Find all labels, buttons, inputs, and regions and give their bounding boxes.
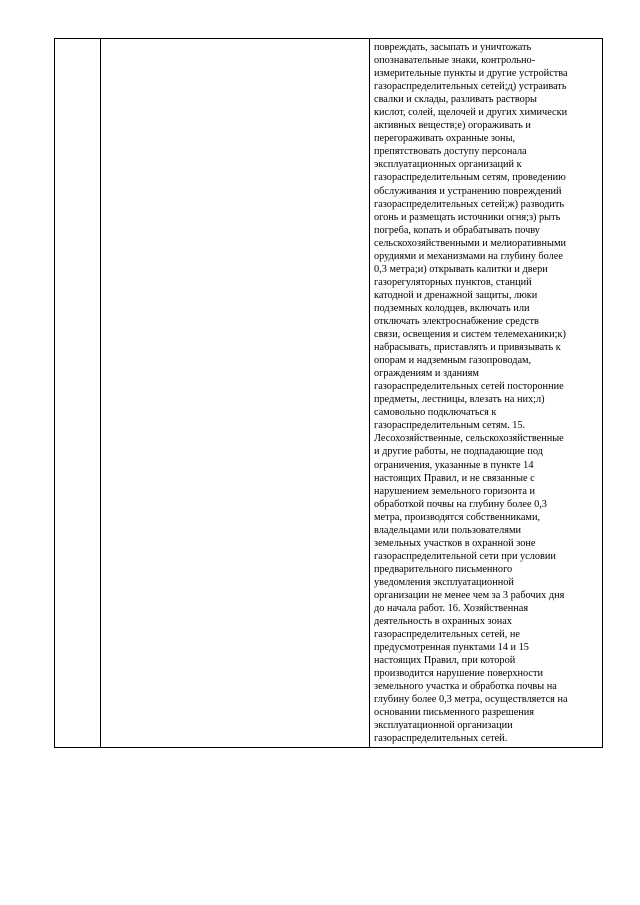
text-line: газораспределительных сетей, не	[374, 629, 520, 641]
text-line: обслуживания и устранению повреждений	[374, 185, 562, 197]
text-line: предметы, лестницы, влезать на них;л)	[374, 394, 545, 406]
text-line: погреба, копать и обрабатывать почву	[374, 224, 540, 236]
text-line: орудиями и механизмами на глубину более	[374, 250, 563, 262]
text-line: подземных колодцев, включать или	[374, 302, 530, 314]
text-line: эксплуатационных организаций к	[374, 159, 522, 171]
text-line: газораспределительных сетей посторонние	[374, 381, 564, 393]
text-line: газорегуляторных пунктов, станций	[374, 276, 532, 288]
text-line: газораспределительным сетям, проведению	[374, 172, 566, 184]
text-line: ограждениям и зданиям	[374, 368, 479, 380]
text-line: деятельность в охранных зонах	[374, 616, 512, 628]
text-line: газораспределительных сетей;ж) разводить	[374, 198, 565, 210]
text-line: сельскохозяйственными и мелиоративными	[374, 237, 566, 249]
text-line: отключать электроснабжение средств	[374, 315, 539, 327]
text-line: производится нарушение поверхности	[374, 668, 544, 680]
text-line: газораспределительных сетей.	[374, 733, 508, 745]
text-line: самовольно подключаться к	[374, 407, 497, 419]
text-line: повреждать, засыпать и уничтожать	[374, 42, 532, 53]
text-line: эксплуатационной организации	[374, 720, 513, 732]
text-line: земельных участков в охранной зоне	[374, 537, 536, 549]
text-line: настоящих Правил, и не связанные с	[374, 472, 535, 484]
text-line: уведомления эксплуатационной	[374, 576, 514, 588]
text-line: предусмотренная пунктами 14 и 15	[374, 642, 529, 654]
document-table	[54, 38, 603, 748]
text-line: кислот, солей, щелочей и других химически	[374, 107, 568, 119]
table-cell-content	[370, 39, 603, 748]
text-line: измерительные пункты и другие устройства	[374, 68, 568, 80]
text-line: обработкой почвы на глубину более 0,3	[374, 498, 547, 510]
text-line: свалки и склады, разливать растворы	[374, 94, 537, 106]
text-line: связи, освещения и систем телемеханики;к)	[374, 329, 566, 341]
text-line: Лесохозяйственные, сельскохозяйственные	[374, 433, 564, 445]
text-line: газораспределительной сети при условии	[374, 550, 556, 562]
text-line: основании письменного разрешения	[374, 707, 535, 719]
text-line: и другие работы, не подпадающие под	[374, 446, 543, 458]
text-line: настоящих Правил, при которой	[374, 655, 516, 667]
text-line: глубину более 0,3 метра, осуществляется на	[374, 694, 568, 706]
text-line: организации не менее чем за 3 рабочих дня	[374, 589, 565, 601]
text-line: набрасывать, приставлять и привязывать к	[374, 342, 561, 354]
text-line: 0,3 метра;и) открывать калитки и двери	[374, 263, 548, 275]
text-line: газораспределительных сетей;д) устраивать	[374, 81, 567, 93]
text-line: катодной и дренажной защиты, люки	[374, 289, 538, 301]
text-line: активных веществ;е) огораживать и	[374, 120, 531, 132]
table-cell-number	[55, 39, 101, 748]
cell-text	[370, 39, 602, 747]
text-line: нарушением земельного горизонта и	[374, 485, 536, 497]
text-line: до начала работ. 16. Хозяйственная	[374, 603, 529, 615]
text-line: препятствовать доступу персонала	[374, 146, 527, 158]
text-line: предварительного письменного	[374, 563, 513, 575]
text-line: владельцами или пользователями	[374, 524, 522, 536]
text-line: газораспределительным сетям. 15.	[374, 420, 526, 432]
text-line: перегораживать охранные зоны,	[374, 133, 516, 145]
text-line: метра, производятся собственниками,	[374, 511, 541, 523]
text-line: огонь и размещать источники огня;з) рыть	[374, 211, 561, 223]
table-cell-name	[101, 39, 370, 748]
table-row	[55, 39, 603, 748]
text-line: опознавательные знаки, контрольно-	[374, 55, 536, 67]
text-line: ограничения, указанные в пункте 14	[374, 459, 534, 471]
text-line: опорам и надземным газопроводам,	[374, 355, 532, 367]
text-line: земельного участка и обработка почвы на	[374, 681, 557, 693]
